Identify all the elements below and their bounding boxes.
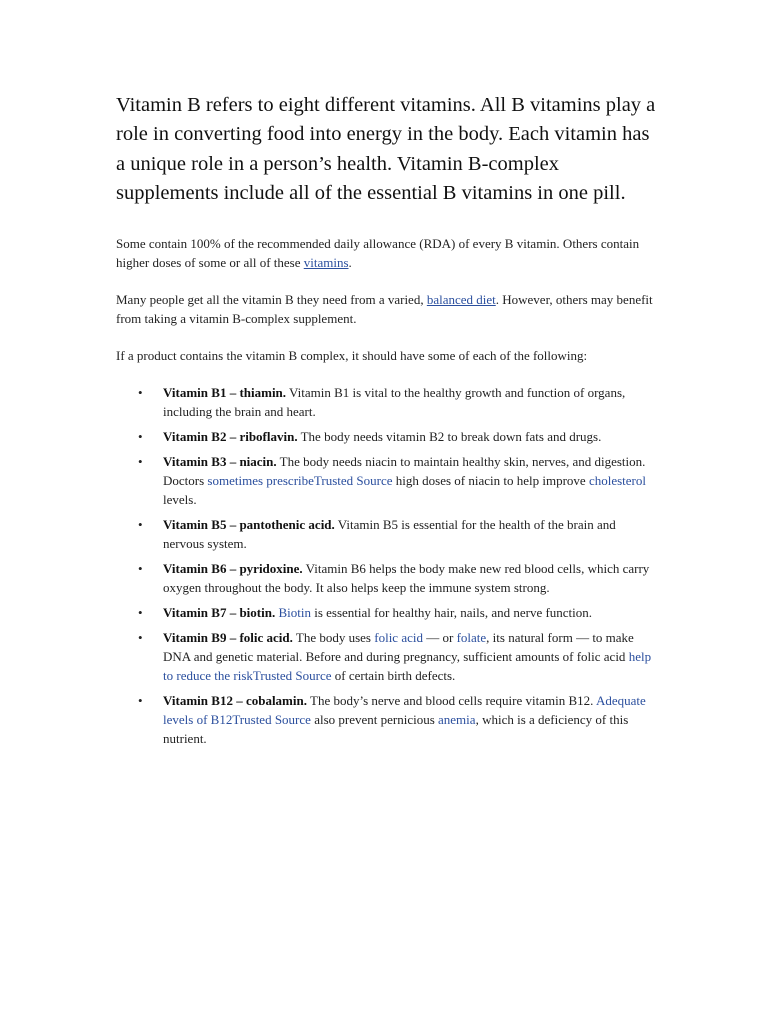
bullet-icon: • [138, 517, 143, 533]
desc-b3-2: high doses of niacin to help improve [392, 473, 589, 489]
desc-b7-2: is essential for healthy hair, nails, and nerve function. [310, 605, 593, 621]
list-item-b6 [116, 559, 658, 597]
desc-b1: Vitamin B1 is vital to the healthy growth and function of organs, including the brain and heart. [163, 385, 626, 420]
rda-text-end: . [348, 255, 352, 271]
desc-b12-2: also prevent pernicious [310, 712, 439, 728]
folic-acid-link[interactable]: folic acid [374, 630, 423, 646]
desc-b9-2: — or [422, 630, 457, 646]
desc-b12: The body’s nerve and blood cells require vitamin B12. [306, 693, 596, 709]
bullet-icon: • [138, 385, 143, 401]
bullet-icon: • [138, 605, 143, 621]
term-b2: Vitamin B2 – riboflavin. [163, 429, 298, 445]
desc-b9-4: of certain birth defects. [331, 668, 456, 684]
term-b3: Vitamin B3 – niacin. [163, 454, 277, 470]
term-b6: Vitamin B6 – pyridoxine. [163, 561, 303, 577]
list-item-b12 [116, 691, 658, 748]
list-item-b7 [116, 603, 658, 622]
bullet-icon: • [138, 454, 143, 470]
term-b7: Vitamin B7 – biotin. [163, 605, 276, 621]
complex-intro-paragraph: If a product contains the vitamin B complex, it should have some of each of the following: [116, 348, 588, 364]
bullet-icon: • [138, 561, 143, 577]
desc-b9-3: , its natural form — to make DNA and genetic material. Before and during pregnancy, sufficient amounts of folic acid [163, 630, 634, 665]
list-item-b1 [116, 383, 658, 421]
term-b1: Vitamin B1 – thiamin. [163, 385, 287, 401]
biotin-link[interactable]: Biotin [278, 605, 311, 621]
desc-b9: The body uses [292, 630, 375, 646]
diet-text-end: . However, others may benefit from taking a vitamin B-complex supplement. [116, 292, 653, 327]
rda-paragraph [116, 234, 658, 272]
vitamins-link[interactable]: vitamins [303, 255, 349, 271]
folate-link[interactable]: folate [456, 630, 487, 646]
desc-b3-3: levels. [163, 492, 197, 508]
diet-paragraph [116, 290, 658, 328]
list-item-b2 [116, 427, 658, 446]
adequate-levels-link[interactable]: Adequate levels of B12Trusted Source [163, 693, 646, 728]
cholesterol-link[interactable]: cholesterol [588, 473, 646, 489]
vitamin-list [116, 383, 658, 748]
anemia-link[interactable]: anemia [438, 712, 476, 728]
desc-b2: The body needs vitamin B2 to break down fats and drugs. [297, 429, 602, 445]
rda-text: Some contain 100% of the recommended daily allowance (RDA) of every B vitamin. Others contain higher doses of some or all of these [116, 236, 640, 271]
bullet-icon: • [138, 630, 143, 646]
desc-b6: Vitamin B6 helps the body make new red blood cells, which carry oxygen throughout the body. It also helps keep the immune system strong. [163, 561, 650, 596]
list-item-b5 [116, 515, 658, 553]
reduce-risk-link[interactable]: help to reduce the riskTrusted Source [163, 649, 652, 684]
diet-text: Many people get all the vitamin B they need from a varied, [116, 292, 427, 308]
desc-b5: Vitamin B5 is essential for the health of the brain and nervous system. [163, 517, 616, 552]
desc-b3: The body needs niacin to maintain healthy skin, nerves, and digestion. Doctors [163, 454, 646, 489]
term-b5: Vitamin B5 – pantothenic acid. [163, 517, 335, 533]
balanced-diet-link[interactable]: balanced diet [426, 292, 496, 308]
bullet-icon: • [138, 429, 143, 445]
intro-paragraph: Vitamin B refers to eight different vitamins. All B vitamins play a role in converting food into energy in the body. Each vitamin has a unique role in a person’s health. Vitamin B-complex supplements include all of the essential B vitamins in one pill. [116, 94, 656, 204]
term-b9: Vitamin B9 – folic acid. [163, 630, 293, 646]
bullet-icon: • [138, 693, 143, 709]
term-b12: Vitamin B12 – cobalamin. [163, 693, 307, 709]
list-item-b3 [116, 452, 658, 509]
desc-b12-3: , which is a deficiency of this nutrient. [163, 712, 629, 747]
sometimes-prescribe-link[interactable]: sometimes prescribeTrusted Source [207, 473, 393, 489]
list-item-b9 [116, 628, 658, 685]
